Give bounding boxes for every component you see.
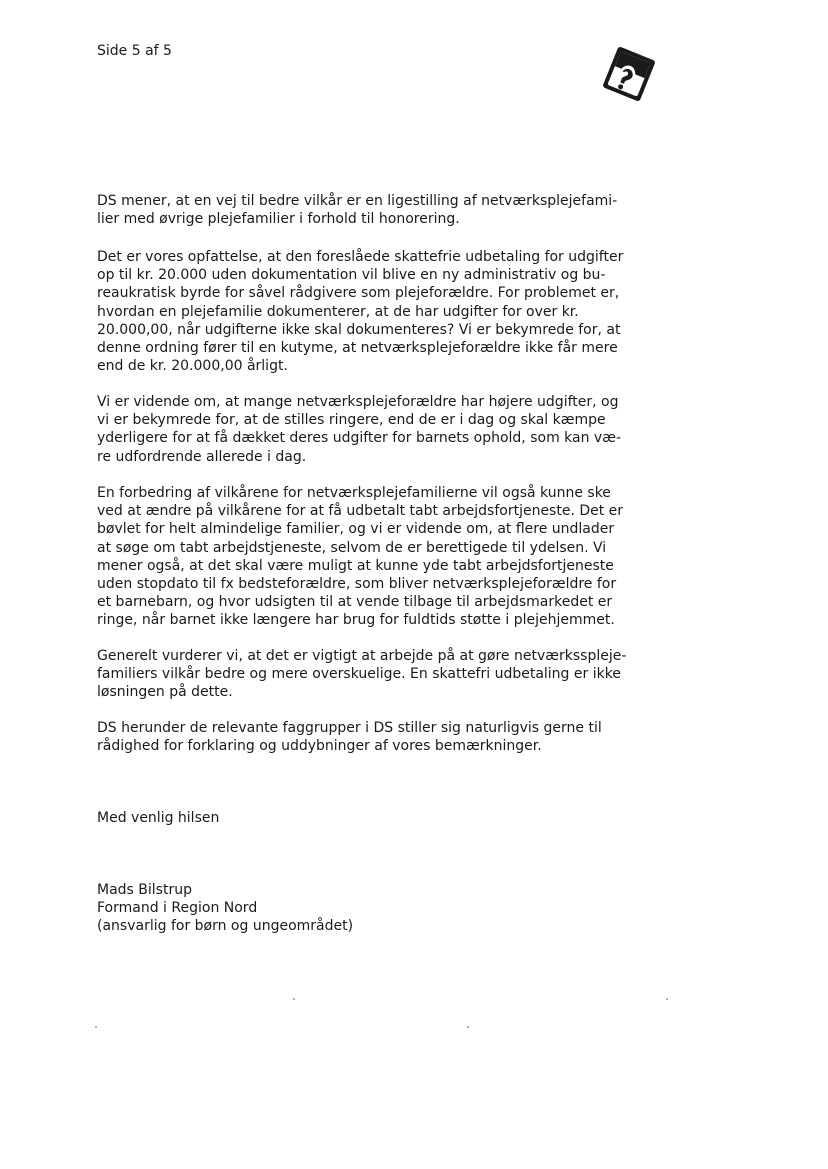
scan-speck (95, 1026, 97, 1028)
text-line: ved at ændre på vilkårene for at få udbetalt tabt arbejdsfortjeneste. Det er (97, 503, 624, 520)
text-line: DS herunder de relevante faggrupper i DS stiller sig naturligvis gerne til (97, 720, 602, 736)
body-paragraph (97, 393, 637, 466)
text-line: Generelt vurderer vi, at det er vigtigt at arbejde på at gøre netværksspleje- (97, 648, 627, 664)
signatory-title: Formand i Region Nord (97, 900, 258, 917)
text-line: denne ordning fører til en kutyme, at netværksplejeforældre ikke får mere (97, 340, 618, 357)
text-line: lier med øvrige plejefamilier i forhold til honorering. (97, 211, 460, 228)
page-number: Side 5 af 5 (97, 43, 172, 59)
text-line: En forbedring af vilkårene for netværksplejefamilierne vil også kunne ske (97, 485, 611, 501)
signature-block (97, 881, 637, 936)
text-line: reaukratisk byrde for såvel rådgivere som plejeforældre. For problemet er, (97, 285, 620, 302)
text-line: at søge om tabt arbejdstjeneste, selvom de er berettigede til ydelsen. Vi (97, 539, 607, 556)
text-line: op til kr. 20.000 uden dokumentation vil blive en ny administrativ og bu- (97, 267, 606, 284)
text-line: familiers vilkår bedre og mere overskuelige. En skattefri udbetaling er ikke (97, 666, 621, 683)
text-line: bøvlet for helt almindelige familier, og vi er vidende om, at flere undlader (97, 521, 615, 538)
text-line: et barnebarn, og hvor udsigten til at vende tilbage til arbejdsmarkedet er (97, 594, 613, 611)
text-line: 20.000,00, når udgifterne ikke skal dokumenteres? Vi er bekymrede for, at (97, 321, 621, 338)
text-line: rådighed for forklaring og uddybninger af vores bemærkninger. (97, 738, 542, 755)
text-line: uden stopdato til fx bedsteforældre, som bliver netværksplejeforældre for (97, 576, 617, 593)
text-line: end de kr. 20.000,00 årligt. (97, 358, 288, 375)
text-line: løsningen på dette. (97, 684, 233, 701)
body-paragraph (97, 647, 637, 702)
scan-speck (666, 998, 668, 1000)
organisation-logo-icon (598, 43, 660, 105)
text-line: Det er vores opfattelse, at den foreslåede skattefrie udbetaling for udgifter (97, 249, 624, 265)
scan-speck (467, 1026, 469, 1028)
text-line: ringe, når barnet ikke længere har brug for fuldtids støtte i plejehjemmet. (97, 612, 615, 629)
text-line: hvordan en plejefamilie dokumenterer, at de har udgifter for over kr. (97, 303, 579, 320)
body-paragraph (97, 248, 637, 375)
scan-speck (293, 998, 295, 1000)
body-paragraph (97, 719, 637, 755)
text-line: Vi er vidende om, at mange netværksplejeforældre har højere udgifter, og (97, 394, 619, 410)
body-paragraph (97, 484, 637, 630)
text-line: vi er bekymrede for, at de stilles ringere, end de er i dag og skal kæmpe (97, 412, 606, 429)
text-line: mener også, at det skal være muligt at kunne yde tabt arbejdsfortjeneste (97, 557, 614, 574)
text-line: re udfordrende allerede i dag. (97, 448, 307, 465)
signatory-responsibility: (ansvarlig for børn og ungeområdet) (97, 918, 354, 935)
text-line: yderligere for at få dækket deres udgifter for barnets ophold, som kan væ- (97, 430, 622, 447)
closing-greeting: Med venlig hilsen (97, 810, 220, 826)
body-paragraph (97, 192, 637, 228)
text-line: DS mener, at en vej til bedre vilkår er en ligestilling af netværksplejefami- (97, 193, 618, 209)
signatory-name: Mads Bilstrup (97, 882, 192, 898)
